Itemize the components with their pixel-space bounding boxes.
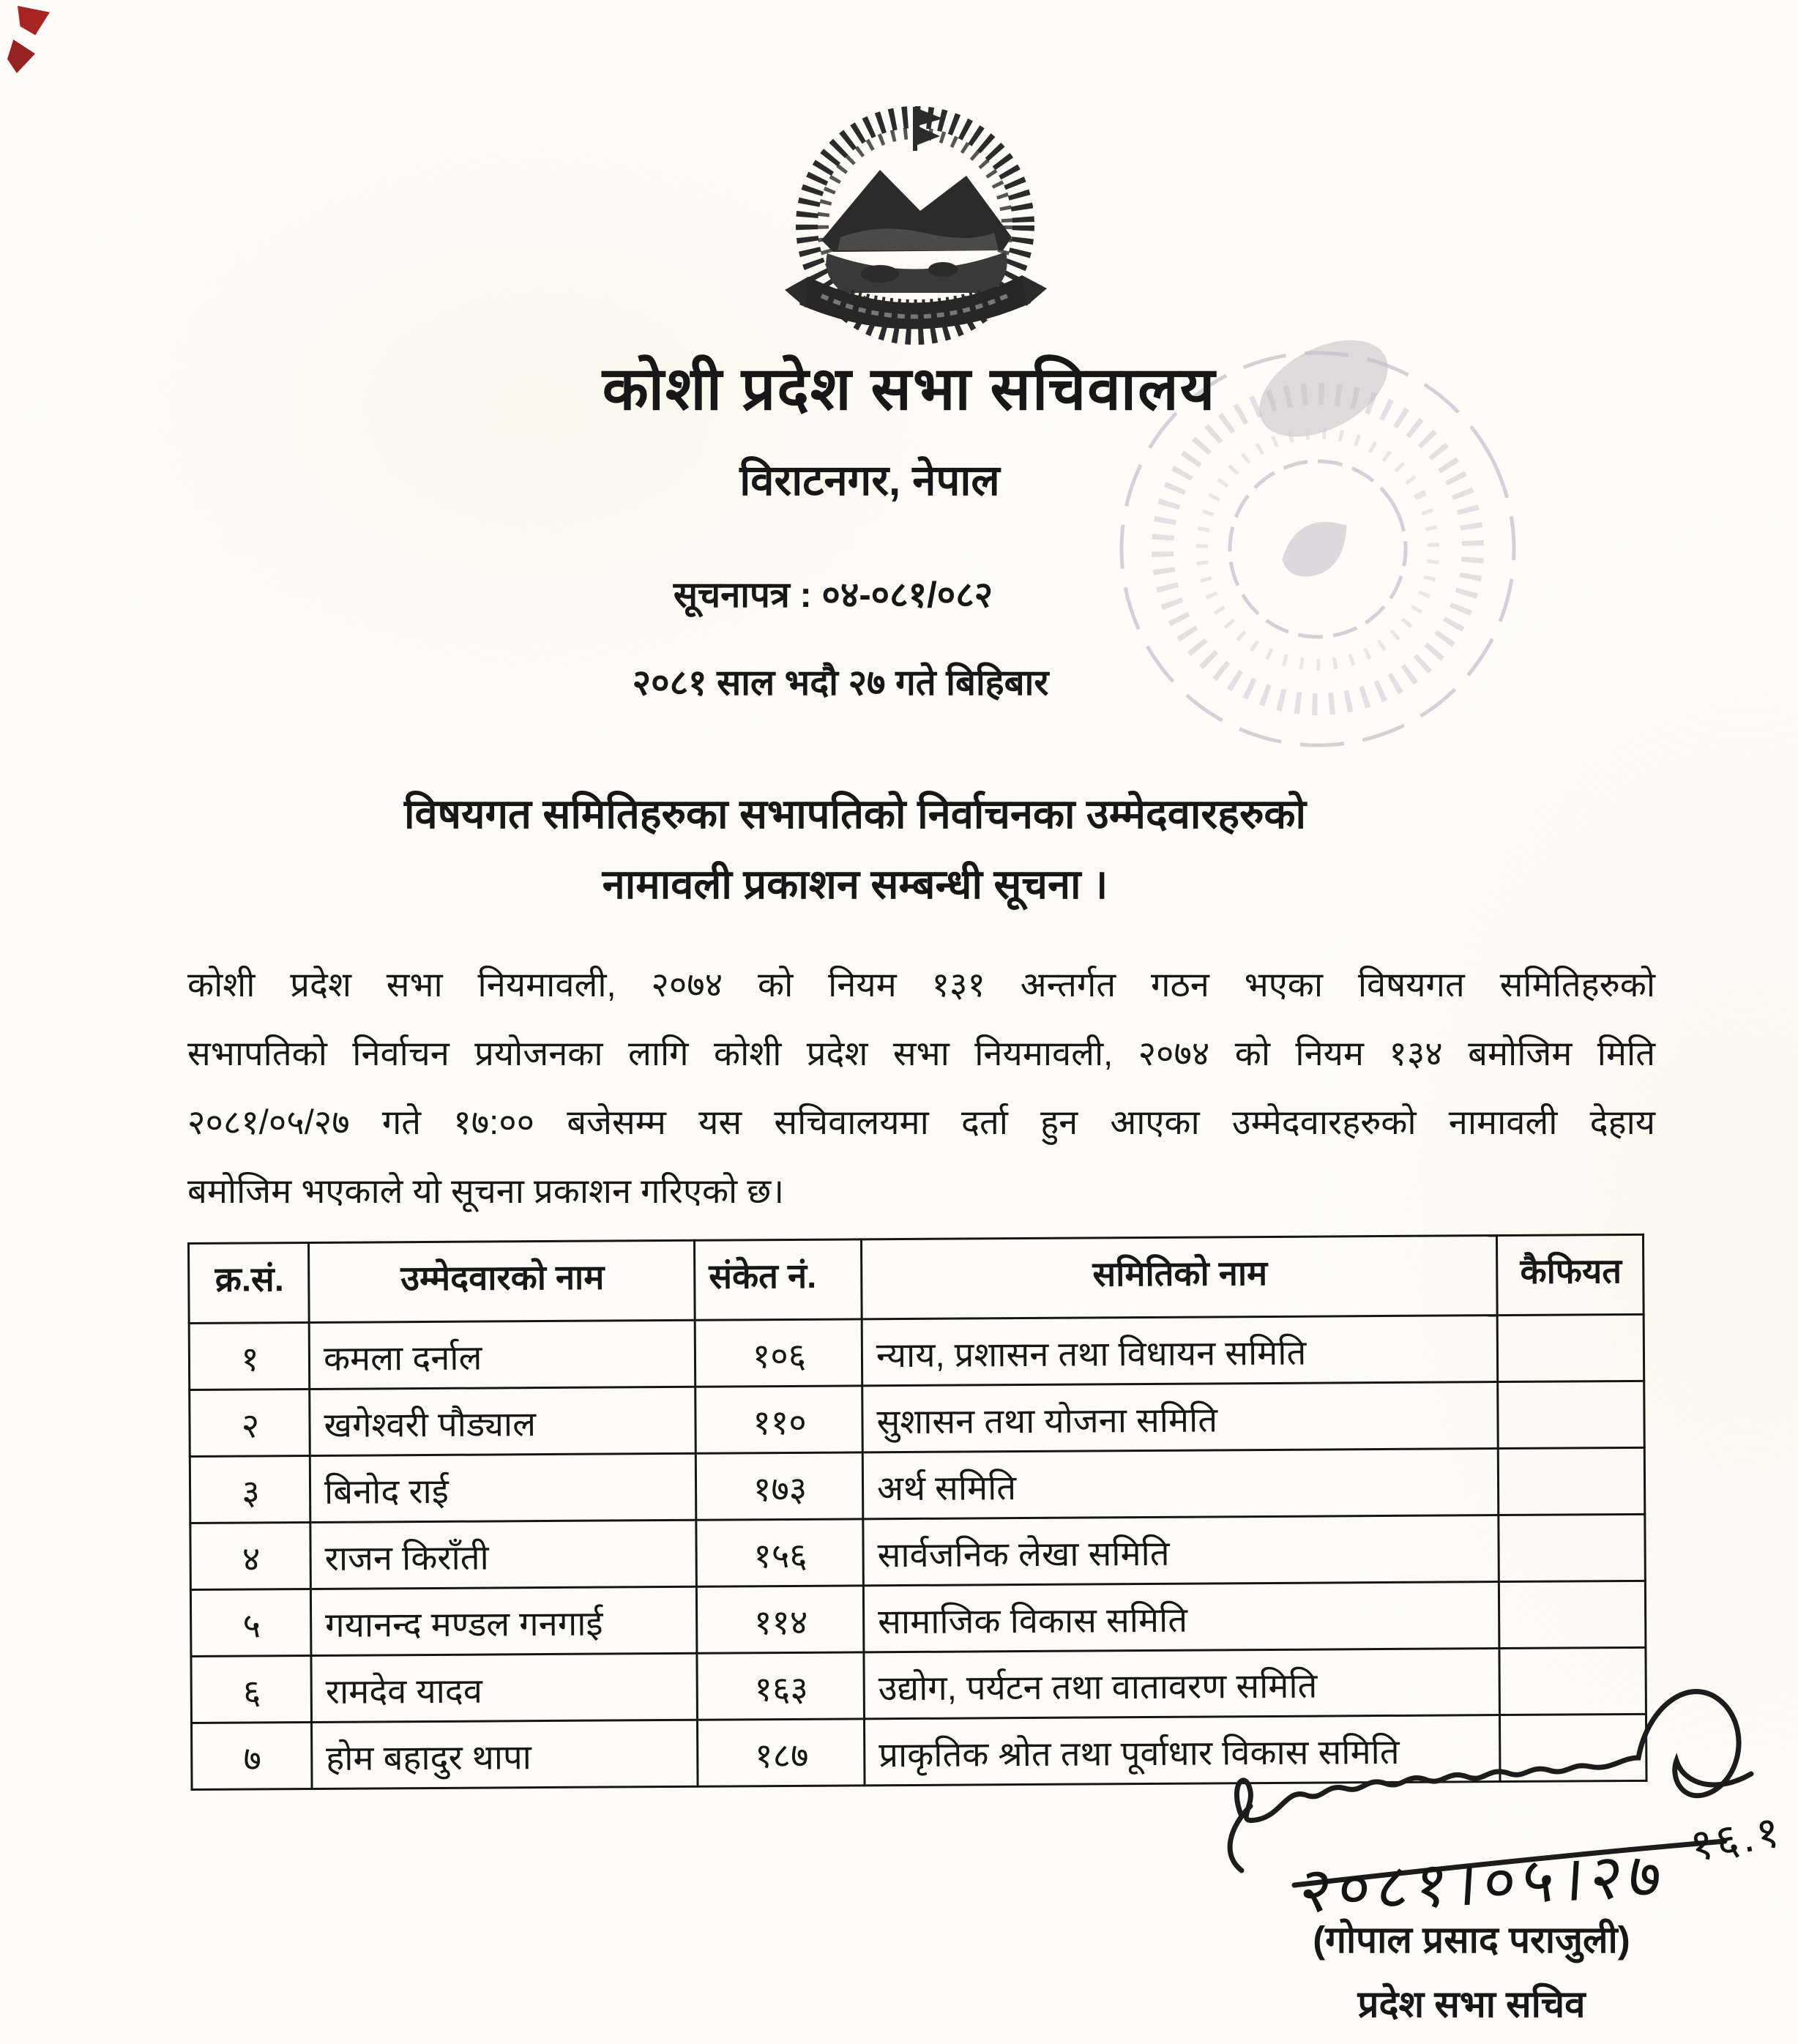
notice-number-line: सूचनापत्र : ०४-०८१/०८२ [673,575,993,615]
signatory-name: (गोपाल प्रसाद पराजुली) [1313,1919,1630,1961]
table-cell: १८७ [697,1719,865,1786]
body-line: बमोजिम भएकाले यो सूचना प्रकाशन गरिएको छ। [187,1171,785,1210]
table-cell: होम बहादुर थापा [312,1720,698,1788]
table-cell: कमला दर्नाल [309,1320,695,1389]
table-cell: ४ [190,1522,311,1589]
table-cell: सामाजिक विकास समिति [863,1582,1499,1652]
table-cell: ११० [695,1386,863,1453]
table-cell [1499,1514,1646,1581]
table-row [190,1447,1645,1523]
table-cell: ११४ [696,1586,864,1653]
table-cell: खगेश्वरी पौड्याल [310,1387,696,1455]
table-header-cell: कैफियत [1496,1234,1644,1315]
org-name: कोशी प्रदेश सभा सचिवालय [602,356,1217,422]
table-cell: २ [190,1389,310,1456]
table-cell [1498,1381,1645,1448]
table-cell: १५६ [696,1519,864,1586]
signatory-designation: प्रदेश सभा सचिव [1357,1983,1586,2025]
table-cell: ३ [190,1455,310,1523]
body-line: २०८१/०५/२७ गते १७:०० बजेसम्म यस सचिवालयमा दर्ता हुन आएका उम्मेदवारहरुको नामावली देहाय [187,1103,1655,1141]
table-cell: बिनोद राई [310,1453,696,1522]
table-header-cell: समितिको नाम [861,1236,1497,1319]
table-row [189,1314,1644,1390]
table-cell: १७३ [695,1452,863,1520]
table-row [190,1514,1646,1589]
body-paragraph [187,950,1655,1226]
table-cell: रामदेव यादव [311,1653,698,1722]
notice-date-line: २०८१ साल भदौ २७ गते बिहिबार [632,663,1049,703]
table-cell [1499,1581,1646,1648]
table-cell: १०६ [695,1319,862,1387]
table-cell: ६ [191,1655,312,1723]
red-corner-mark [7,40,35,73]
table-cell: सुशासन तथा योजना समिति [862,1382,1499,1452]
table-cell: ७ [192,1722,313,1789]
table-cell: १६३ [697,1652,865,1720]
table-header-row [189,1234,1644,1323]
body-line: कोशी प्रदेश सभा नियमावली, २०७४ को नियम १३१ अन्तर्गत गठन भएका विषयगत समितिहरुको [187,965,1655,1004]
table-cell: राजन किराँती [310,1520,697,1589]
table-header-cell: उम्मेदवारको नाम [309,1240,695,1322]
red-corner-mark [18,6,50,35]
body-line: सभापतिको निर्वाचन प्रयोजनका लागि कोशी प्रदेश सभा नियमावली, २०७४ को नियम १३४ बमोजिम मिति [187,1034,1655,1073]
table-cell [1497,1314,1644,1381]
org-location: विराटनगर, नेपाल [739,457,1000,504]
table-cell: ५ [190,1589,311,1656]
table-header-cell: क्र.सं. [189,1242,310,1323]
table-cell: १ [189,1322,310,1390]
notice-title-line2: नामावली प्रकाशन सम्बन्धी सूचना । [602,861,1108,907]
table-cell: अर्थ समिति [862,1449,1499,1519]
table-cell: सार्वजनिक लेखा समिति [863,1515,1499,1586]
handwritten-date: २०८१।०५।२७ [1297,1839,1670,1927]
handwritten-note: १६.१ [1686,1806,1786,1871]
table-cell [1498,1447,1645,1515]
table-cell: प्राकृतिक श्रोत तथा पूर्वाधार विकास समिति [864,1715,1500,1786]
table-header-cell: संकेत नं. [694,1239,862,1320]
table-row [190,1381,1645,1456]
table-row [190,1581,1646,1656]
table-cell: न्याय, प्रशासन तथा विधायन समिति [862,1316,1498,1386]
notice-title-line1: विषयगत समितिहरुका सभापतिको निर्वाचनका उम्मेदवारहरुको [404,791,1306,837]
nepal-emblem-logo [770,94,1060,349]
table-cell: उद्योग, पर्यटन तथा वातावरण समिति [864,1649,1500,1719]
table-cell: गयानन्द मण्डल गनगाई [310,1586,697,1655]
